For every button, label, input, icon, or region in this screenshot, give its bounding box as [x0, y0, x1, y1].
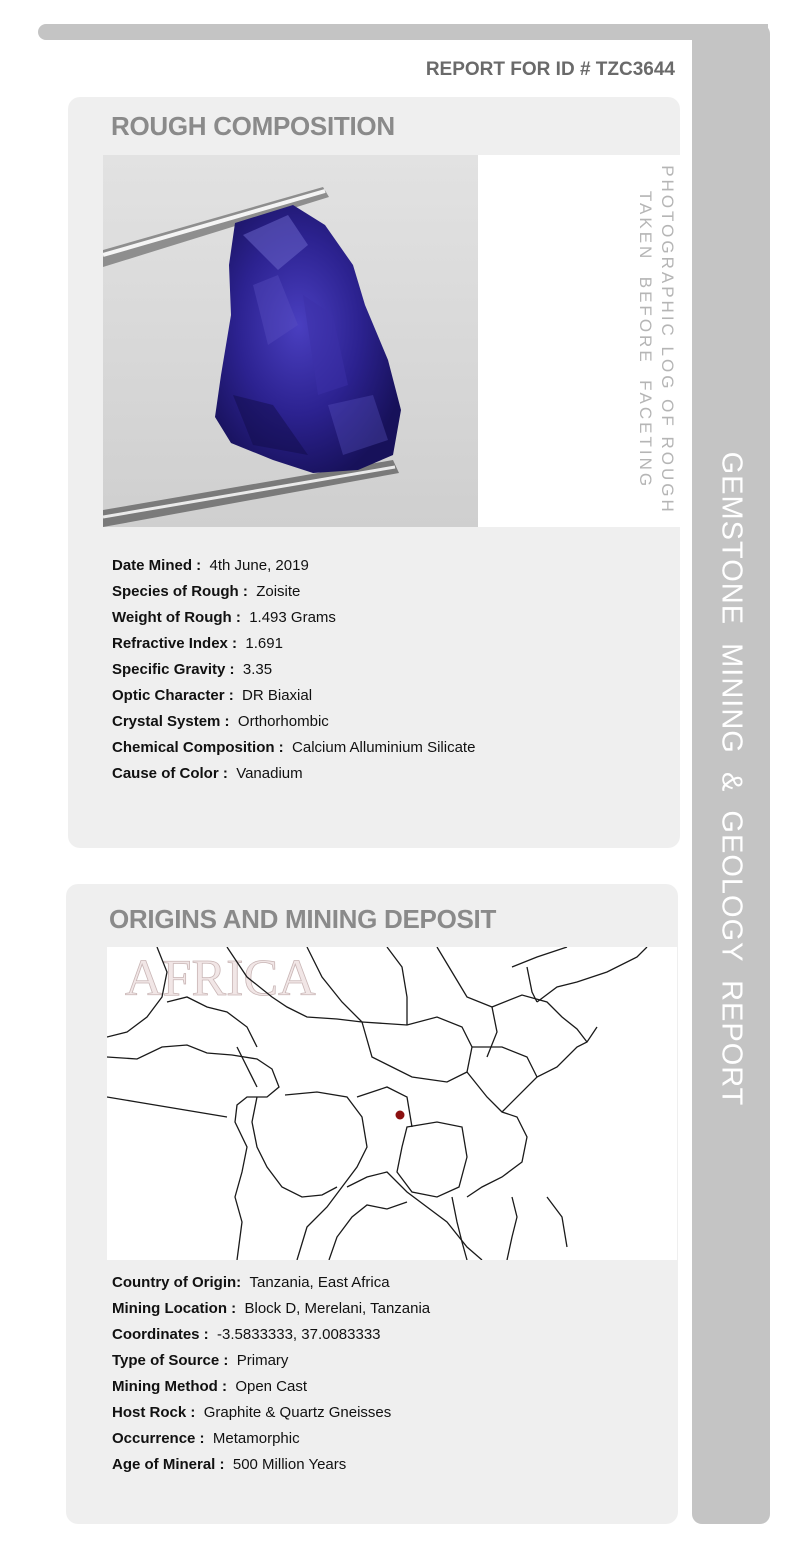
africa-map-illustration — [107, 947, 677, 1260]
property-label: Coordinates : — [112, 1326, 209, 1343]
side-title — [692, 24, 770, 1524]
property-label: Mining Method : — [112, 1378, 227, 1395]
property-value: Primary — [236, 1352, 289, 1369]
property-row — [112, 735, 475, 761]
property-value: 1.691 — [245, 635, 283, 652]
property-row — [112, 1426, 430, 1452]
property-value: 4th June, 2019 — [209, 557, 309, 574]
property-row — [112, 631, 475, 657]
property-value: 1.493 Grams — [249, 609, 336, 626]
property-value: DR Biaxial — [242, 687, 313, 704]
property-label: Country of Origin: — [112, 1274, 242, 1291]
property-row — [112, 1322, 430, 1348]
photo-caption-text: PHOTOGRAPHIC LOG OF ROUGH TAKEN BEFORE FACETING — [636, 165, 677, 515]
rough-composition-title: ROUGH COMPOSITION — [111, 111, 395, 141]
property-value: 500 Million Years — [232, 1456, 347, 1473]
origins-title: ORIGINS AND MINING DEPOSIT — [109, 904, 497, 934]
property-row — [112, 1374, 430, 1400]
property-value: 3.35 — [242, 661, 273, 678]
property-value: Zoisite — [256, 583, 301, 600]
property-label: Refractive Index : — [112, 635, 238, 652]
property-label: Host Rock : — [112, 1404, 196, 1421]
property-label: Mining Location : — [112, 1300, 237, 1317]
property-row — [112, 1400, 430, 1426]
property-label: Weight of Rough : — [112, 609, 241, 626]
property-label: Species of Rough : — [112, 583, 248, 600]
property-label: Optic Character : — [112, 687, 234, 704]
property-value: Calcium Alluminium Silicate — [292, 739, 476, 756]
property-value: -3.5833333, 37.0083333 — [217, 1326, 381, 1343]
mining-location-marker — [396, 1111, 405, 1120]
property-label: Crystal System : — [112, 713, 230, 730]
property-label: Occurrence : — [112, 1430, 205, 1447]
property-label: Type of Source : — [112, 1352, 229, 1369]
gem-rough-photo — [103, 155, 478, 527]
side-title-text: GEMSTONE MINING & GEOLOGY REPORT — [715, 451, 748, 1107]
property-row — [112, 1348, 430, 1374]
africa-map — [107, 947, 677, 1260]
property-row — [112, 709, 475, 735]
property-value: Open Cast — [235, 1378, 308, 1395]
origin-properties-list — [112, 1270, 430, 1478]
property-value: Tanzania, East Africa — [249, 1274, 390, 1291]
property-row — [112, 1296, 430, 1322]
property-row — [112, 761, 475, 787]
photo-caption — [634, 165, 678, 515]
property-value: Metamorphic — [212, 1430, 300, 1447]
property-value: Block D, Merelani, Tanzania — [244, 1300, 431, 1317]
property-row — [112, 1452, 430, 1478]
gem-photo-illustration — [103, 155, 478, 527]
property-label: Date Mined : — [112, 557, 202, 574]
property-label: Specific Gravity : — [112, 661, 235, 678]
property-label: Chemical Composition : — [112, 739, 284, 756]
property-row — [112, 553, 475, 579]
report-id: REPORT FOR ID # TZC3644 — [425, 59, 675, 80]
property-value: Graphite & Quartz Gneisses — [203, 1404, 392, 1421]
property-value: Orthorhombic — [237, 713, 329, 730]
rough-properties-list — [112, 553, 475, 787]
property-value: Vanadium — [236, 765, 303, 782]
property-row — [112, 579, 475, 605]
map-title-label: AFRICA — [125, 950, 316, 1007]
property-row — [112, 683, 475, 709]
top-decor-bar — [38, 24, 768, 40]
property-row — [112, 605, 475, 631]
property-label: Age of Mineral : — [112, 1456, 225, 1473]
property-label: Cause of Color : — [112, 765, 228, 782]
property-row — [112, 1270, 430, 1296]
property-row — [112, 657, 475, 683]
